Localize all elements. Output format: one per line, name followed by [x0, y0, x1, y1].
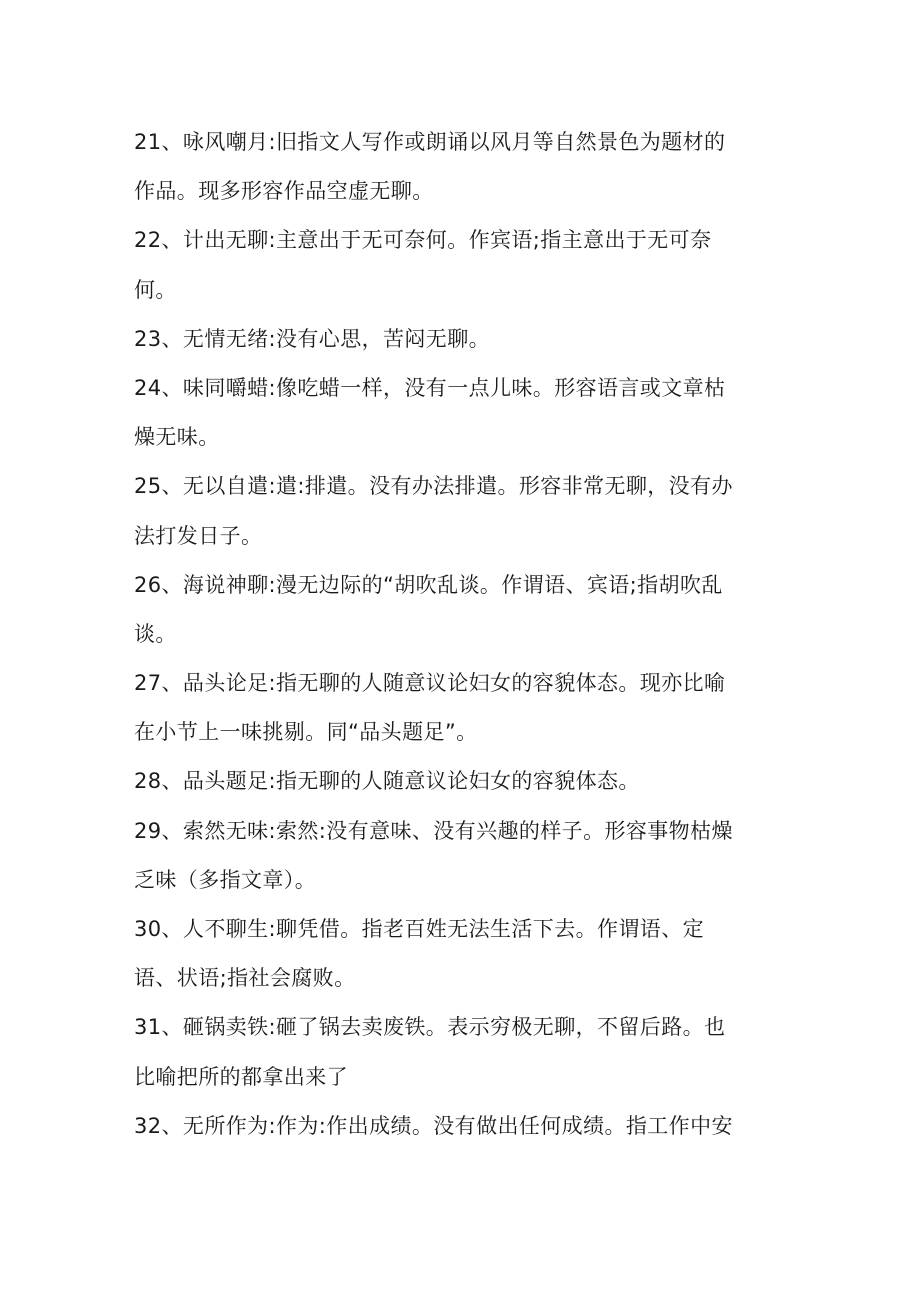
entry-27-line-1: 27、品头论足:指无聊的人随意议论妇女的容貌体态。现亦比喻 [134, 671, 726, 696]
entry-32-line-1: 32、无所作为:作为:作出成绩。没有做出任何成绩。指工作中安 [134, 1113, 733, 1138]
entry-22-line-2: 何。 [134, 277, 177, 302]
entry-29-line-1: 29、索然无味:索然:没有意味、没有兴趣的样子。形容事物枯燥 [134, 818, 733, 843]
entry-29-line-2: 乏味（多指文章）。 [134, 867, 317, 892]
entry-26-line-2: 谈。 [134, 621, 177, 646]
entry-21-line-1: 21、咏风嘲月:旧指文人写作或朗诵以风月等自然景色为题材的 [134, 130, 726, 154]
entry-25-line-2: 法打发日子。 [134, 523, 263, 548]
entry-25-line-1: 25、无以自遣:遣:排遣。没有办法排遣。形容非常无聊，没有办 [134, 474, 733, 499]
entry-23-line-1: 23、无情无绪:没有心思，苦闷无聊。 [134, 326, 490, 351]
idiom-list [134, 118, 794, 1151]
entry-21-line-2: 作品。现多形容作品空虚无聊。 [134, 179, 434, 204]
entry-22-line-1: 22、计出无聊:主意出于无可奈何。作宾语;指主意出于无可奈 [134, 228, 712, 253]
entry-30-line-1: 30、人不聊生:聊凭借。指老百姓无法生活下去。作谓语、定 [134, 917, 704, 941]
entry-26-line-1: 26、海说神聊:漫无边际的“胡吹乱谈。作谓语、宾语;指胡吹乱 [134, 572, 723, 597]
entry-30-line-2: 语、状语;指社会腐败。 [134, 966, 356, 991]
entry-24-line-2: 燥无味。 [134, 425, 220, 450]
entry-24-line-1: 24、味同嚼蜡:像吃蜡一样，没有一点儿味。形容语言或文章枯 [134, 375, 726, 400]
entry-28-line-1: 28、品头题足:指无聊的人随意议论妇女的容貌体态。 [134, 769, 640, 794]
entry-31-line-2: 比喻把所的都拿出来了 [134, 1064, 348, 1089]
entry-27-line-2: 在小节上一味挑剔。同“品头题足”。 [134, 720, 478, 745]
entry-31-line-1: 31、砸锅卖铁:砸了锅去卖废铁。表示穷极无聊，不留后路。也 [134, 1015, 726, 1040]
